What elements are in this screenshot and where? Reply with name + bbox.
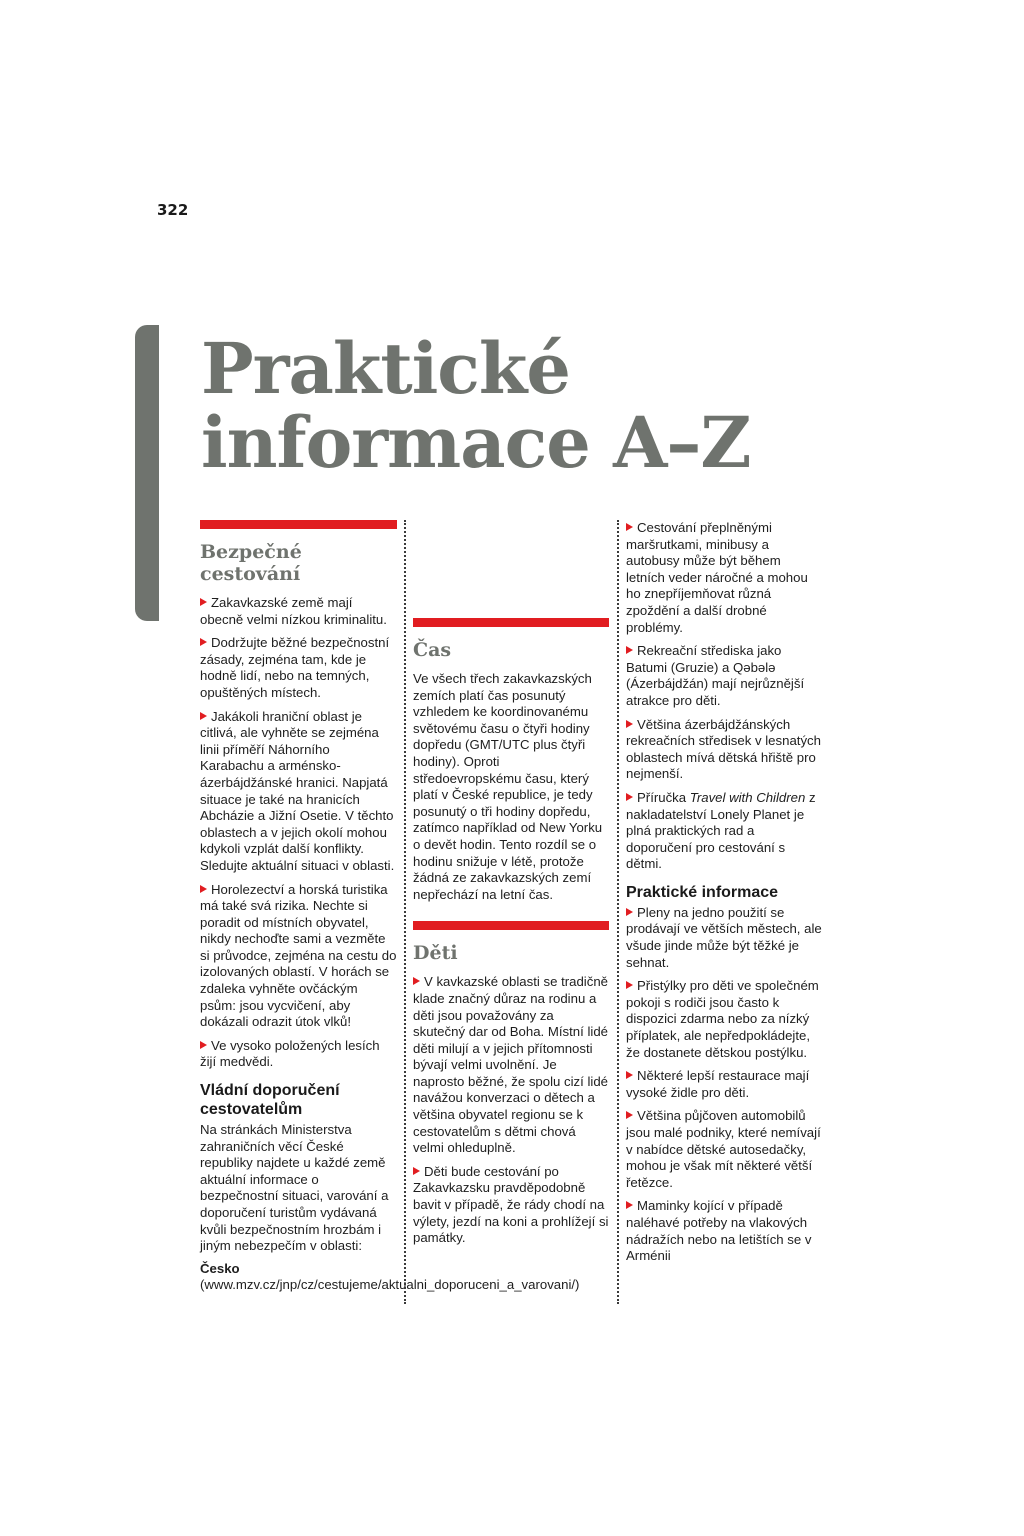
section-rule bbox=[200, 520, 397, 529]
page-title-line-2: informace A–Z bbox=[201, 401, 751, 484]
red-arrow-bullet-icon bbox=[626, 793, 633, 801]
section-heading-deti: Děti bbox=[413, 942, 458, 965]
red-arrow-bullet-icon bbox=[200, 598, 207, 606]
list-item: Maminky kojící v případě naléhavé potřeby na vlakových nádražích nebo na letištích se v Arménii bbox=[626, 1198, 812, 1264]
subheading-vladni-doporuceni: Vládní doporučení cestovatelům bbox=[200, 1082, 340, 1119]
list-item: Horolezectví a horská turistika má také svá rizika. Nechte si poradit od místních obyvatel, nikdy nechoďte sami a vezměte si průvodce, zejména na cestu do izolovaných oblastí. V horách se zdaleka vyhněte ovčáckým psům: jsou vycvičení, aby dokázali odrazit útok vlků! bbox=[200, 881, 397, 1030]
paragraph-vladni-doporuceni: Na stránkách Ministerstva zahraničních věcí České republiky najdete u každé země aktuální informace o bezpečnostní situaci, varování a doporučení turistům vydávaná kvůli bezpečnostním hrozbám i jiným nebezpečím v oblasti: bbox=[200, 1122, 389, 1254]
paragraph-cas: Ve všech třech zakavkazských zemích platí čas posunutý vzhledem ke koordinovanému světovému času o čtyři hodiny dopředu (GMT/UTC plus čtyři hodiny). Oproti středoevropskému času, který platí v České republice, je tedy posunutý o tři hodiny dopředu, zatímco například od New Yorku o devět hodin. Tento rozdíl se o hodinu snižuje v létě, protože žádná ze zakavkazských zemí nepřechází na letní čas. bbox=[413, 671, 603, 902]
list-item: V kavkazské oblasti se tradičně klade značný důraz na rodinu a děti jsou považovány za skutečný dar od Boha. Místní lidé děti milují a v jejich přítomnosti bývají velmi uvolnění. Je naprosto běžné, že spolu cizí lidé navážou konverzaci o dětech a většina obyvatel regionu se k cestovatelům s dětmi chová velmi ohleduplně. bbox=[413, 974, 608, 1156]
list-item: Děti bude cestování po Zakavkazsku pravděpodobně bavit v případě, že rády chodí na výlety, jezdí na koni a prohlížejí si památky. bbox=[413, 1163, 609, 1246]
column-2 bbox=[413, 618, 609, 1254]
red-arrow-bullet-icon bbox=[626, 1071, 633, 1079]
section-heading-bezpecne: Bezpečné cestování bbox=[200, 541, 302, 585]
section-rule bbox=[413, 618, 609, 627]
red-arrow-bullet-icon bbox=[626, 981, 633, 989]
list-item: Ve vysoko položených lesích žijí medvědi. bbox=[200, 1037, 380, 1070]
link-url[interactable]: (www.mzv.cz/jnp/cz/cestujeme/aktualni_doporuceni_a_varovani/) bbox=[200, 1277, 580, 1293]
guide-title: Travel with Children bbox=[689, 789, 806, 805]
list-item: Zakavkazské země mají obecně velmi nízkou kriminalitu. bbox=[200, 595, 387, 627]
chapter-side-tab bbox=[135, 325, 159, 621]
red-arrow-bullet-icon bbox=[626, 1201, 633, 1209]
list-item: Většina ázerbájdžánských rekreačních středisek v lesnatých oblastech mívá dětská hřiště pro nejmenší. bbox=[626, 716, 821, 782]
list-item: Některé lepší restaurace mají vysoké židle pro děti. bbox=[626, 1068, 810, 1100]
page-number: 322 bbox=[157, 201, 189, 219]
column-3 bbox=[626, 520, 822, 1272]
paragraph-cesko-link bbox=[200, 1260, 580, 1294]
red-arrow-bullet-icon bbox=[200, 638, 207, 646]
red-arrow-bullet-icon bbox=[413, 1167, 420, 1175]
red-arrow-bullet-icon bbox=[626, 523, 633, 531]
list-item: Jakákoli hraniční oblast je citlivá, ale vyhněte se zejména linii příměří Náhorního Karabachu a arménsko-ázerbájdžánské hranici. Napjatá situace je také na hranicích Abcházie a Jižní Osetie. V těchto oblastech a v jejich okolí mohou kdykoli vzplát další konflikty. Sledujte aktuální situaci v oblasti. bbox=[200, 708, 395, 873]
column-divider bbox=[617, 520, 619, 1304]
red-arrow-bullet-icon bbox=[200, 712, 207, 720]
red-arrow-bullet-icon bbox=[200, 885, 207, 893]
list-item: Rekreační střediska jako Batumi (Gruzie) a Qəbələ (Ázerbájdžán) mají nejrůznější atrakce pro děti. bbox=[626, 643, 805, 708]
red-arrow-bullet-icon bbox=[626, 646, 633, 654]
link-label: Česko bbox=[200, 1260, 240, 1276]
section-heading-cas: Čas bbox=[413, 639, 452, 661]
subheading-prakticke-informace: Praktické informace bbox=[626, 883, 779, 901]
red-arrow-bullet-icon bbox=[626, 720, 633, 728]
page-title bbox=[201, 327, 751, 484]
red-arrow-bullet-icon bbox=[413, 977, 420, 985]
red-arrow-bullet-icon bbox=[626, 908, 633, 916]
list-item: Pleny na jedno použití se prodávají ve větších městech, ale všude jinde může být těžké je sehnat. bbox=[626, 904, 822, 970]
list-item: Cestování přeplněnými maršrutkami, minibusy a autobusy může být během letních veder náročné a mohou ho znepříjemňovat různá zpoždění a další drobné problémy. bbox=[626, 520, 808, 635]
column-divider bbox=[404, 520, 406, 1304]
page-title-line-1: Praktické bbox=[201, 327, 570, 410]
list-item: Přistýlky pro děti ve společném pokoji s rodiči jsou často k dispozici zdarma nebo za nízký příplatek, ale nepředpokládejte, že dostanete dětskou postýlku. bbox=[626, 978, 819, 1060]
list-item: Většina půjčoven automobilů jsou malé podniky, které nemívají v nabídce dětské autosedačky, mohou je však mít některé větší řetězce. bbox=[626, 1108, 821, 1190]
list-item: Příručka Travel with Children z nakladatelství Lonely Planet je plná praktických rad a doporučení pro cestování s dětmi. bbox=[626, 789, 816, 872]
red-arrow-bullet-icon bbox=[626, 1111, 633, 1119]
section-rule bbox=[413, 921, 609, 930]
red-arrow-bullet-icon bbox=[200, 1041, 207, 1049]
list-item: Dodržujte běžné bezpečnostní zásady, zejména tam, kde je hodně lidí, nebo na temných, opuštěných místech. bbox=[200, 635, 390, 700]
